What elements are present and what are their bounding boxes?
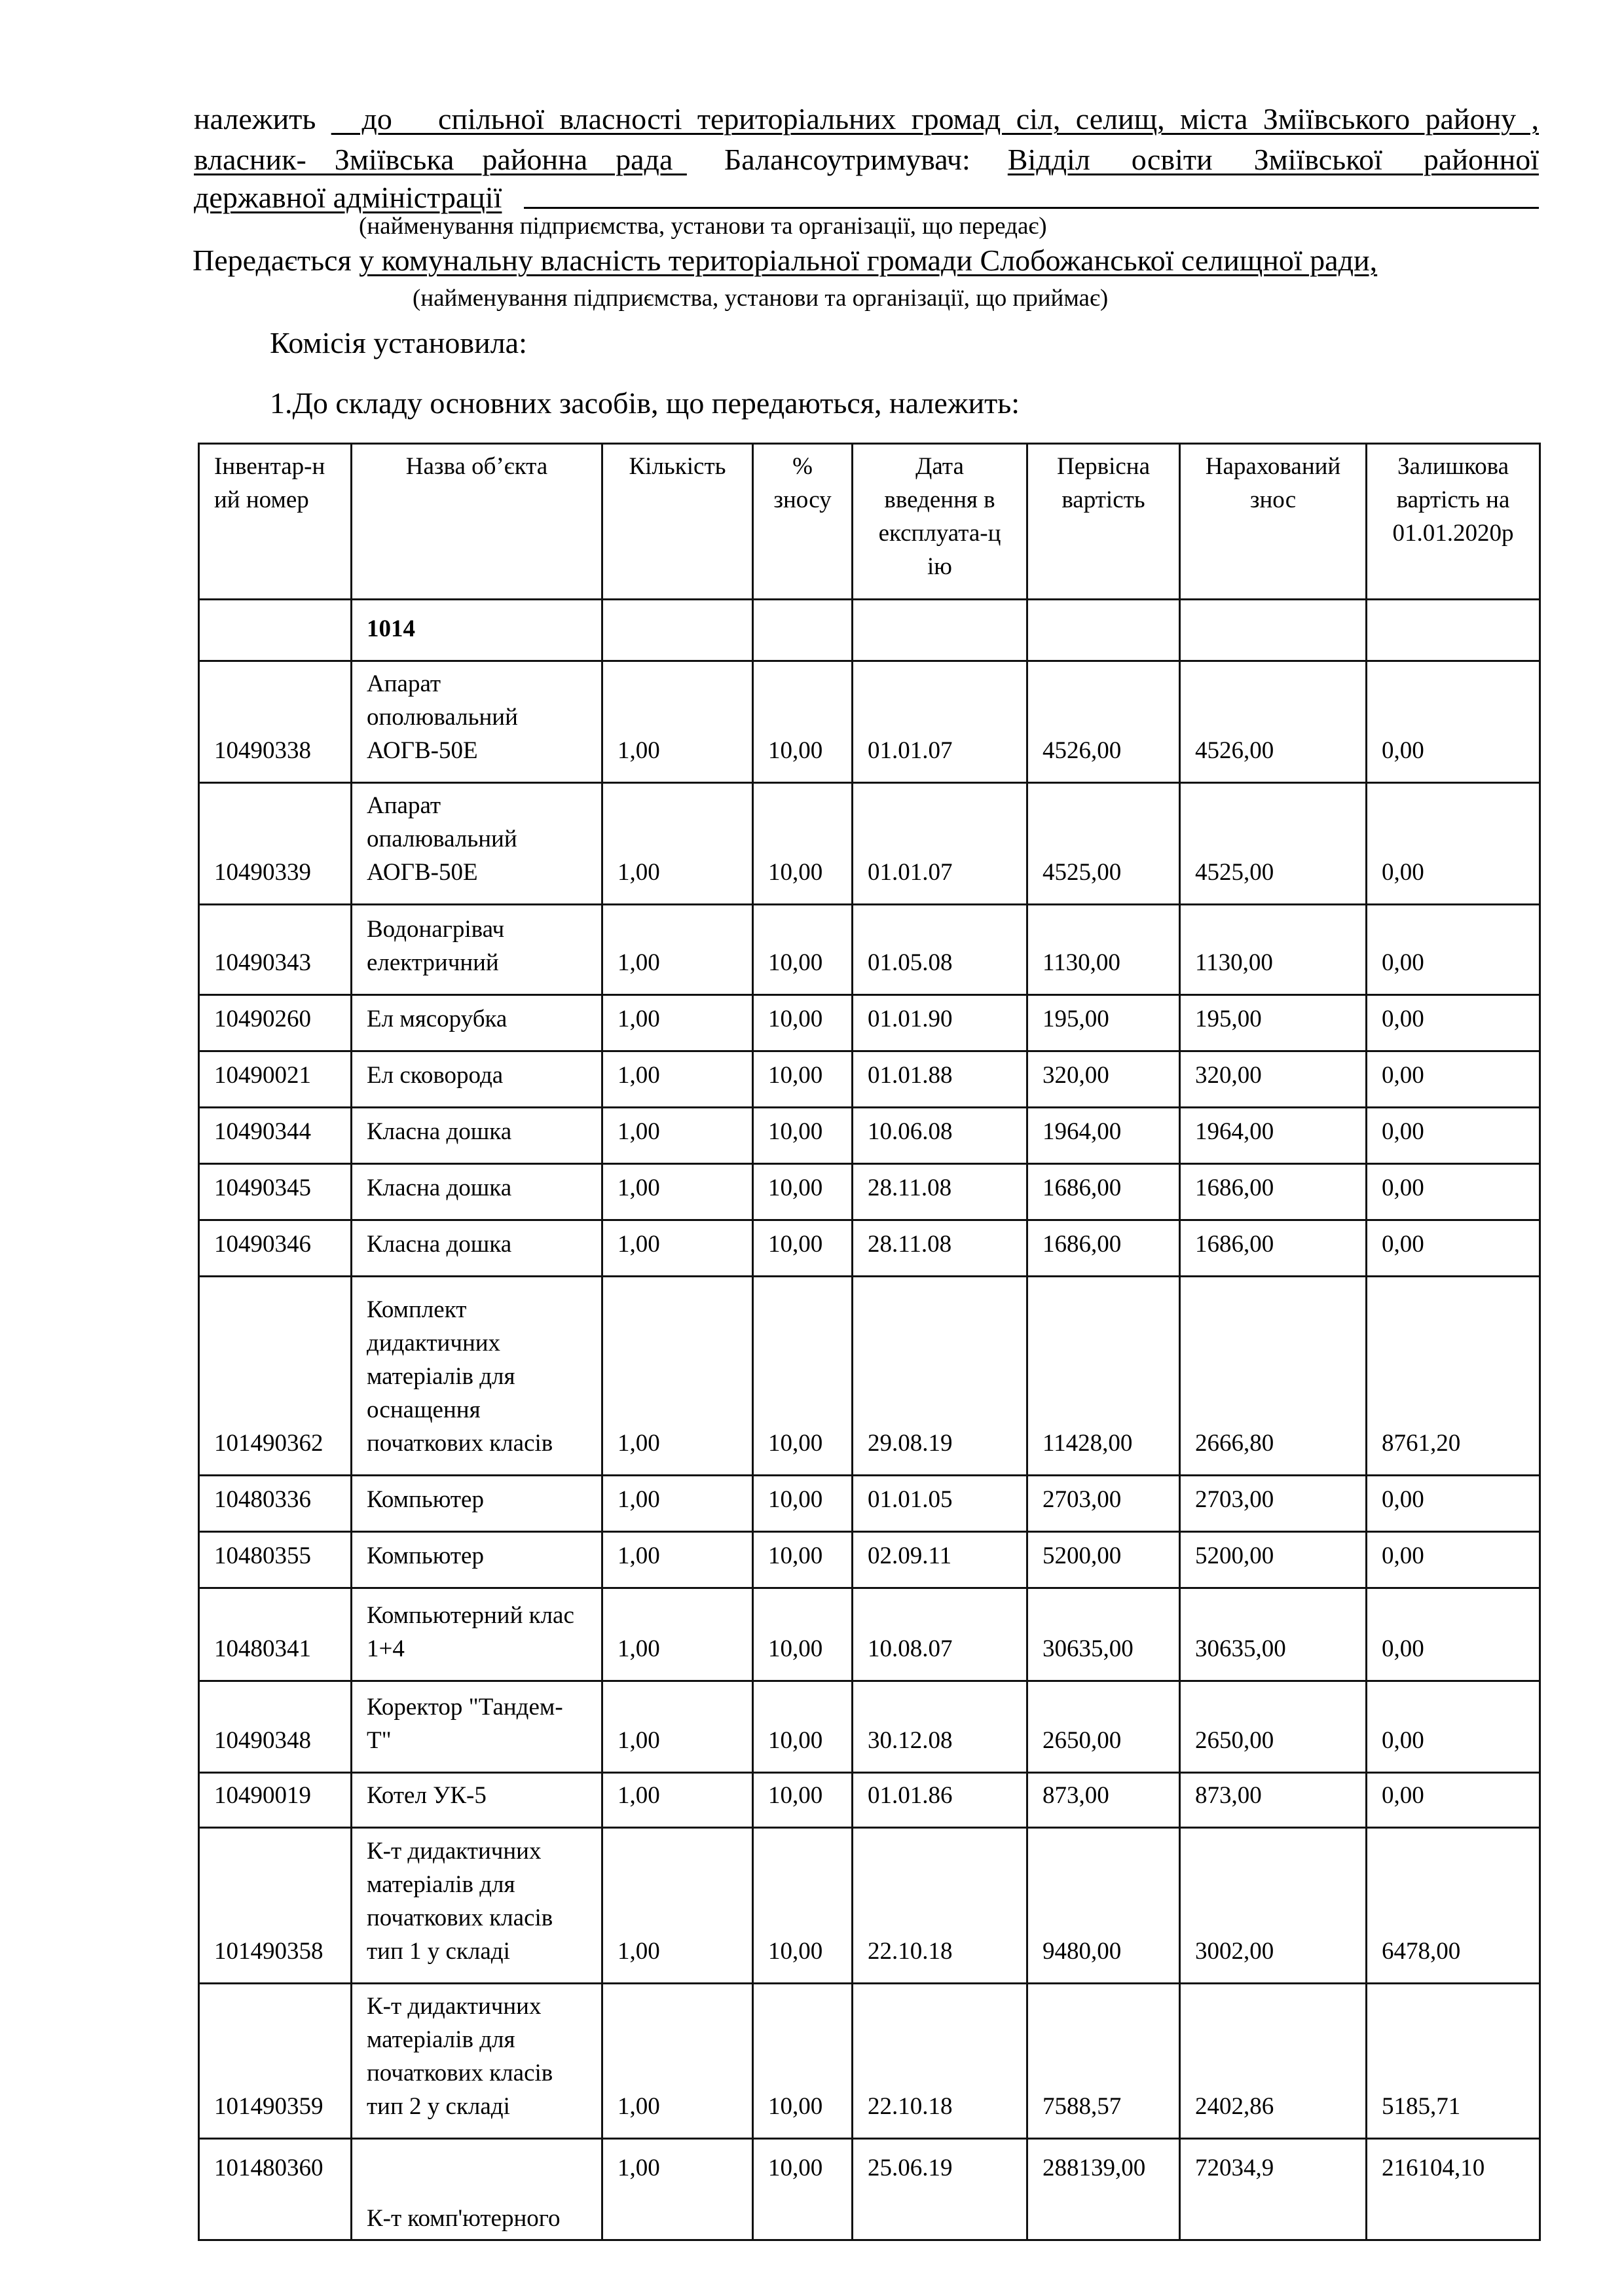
- table-row: [199, 1532, 1540, 1588]
- caption-receiving-org: (найменування підприємства, установи та організації, що приймає): [413, 285, 1109, 312]
- cell-quantity: 1,00: [602, 995, 753, 1051]
- cell-residual-value: 0,00: [1367, 995, 1540, 1051]
- cell-wear-percent: 10,00: [753, 1164, 853, 1220]
- cell-residual-value: 6478,00: [1367, 1828, 1540, 1984]
- cell-quantity: 1,00: [602, 1108, 753, 1164]
- cell-initial-value: 7588,57: [1027, 1984, 1180, 2139]
- cell-residual-value: 0,00: [1367, 783, 1540, 905]
- cell-quantity: 1,00: [602, 1277, 753, 1476]
- transfer-label: Передається: [193, 244, 360, 277]
- receiving-org: у комунальну власність територіальної громади Слобожанської селищної ради,: [359, 244, 1378, 277]
- cell-object-name: Апарат опалювальний АОГВ-50Е: [352, 783, 602, 905]
- table-row: [199, 1984, 1540, 2139]
- group-row: [199, 600, 1540, 661]
- caption-transferring-org: (найменування підприємства, установи та організації, що передає): [359, 213, 1047, 240]
- table-row: [199, 1164, 1540, 1220]
- cell-initial-value: 2650,00: [1027, 1681, 1180, 1773]
- cell-residual-value: 0,00: [1367, 1220, 1540, 1277]
- cell-accrued-wear: 1130,00: [1180, 905, 1367, 995]
- owner-name: власник- Зміївська районна рада: [194, 143, 687, 176]
- commission-statement: Комісія установила:: [270, 326, 527, 359]
- cell-commission-date: 28.11.08: [853, 1164, 1027, 1220]
- cell-quantity: 1,00: [602, 1220, 753, 1277]
- cell-initial-value: 288139,00: [1027, 2139, 1180, 2240]
- table-row: [199, 1277, 1540, 1476]
- group-empty-cell: [853, 600, 1027, 661]
- cell-object-name: Компьютер: [352, 1532, 602, 1588]
- table-row: [199, 1681, 1540, 1773]
- cell-object-name: Компьютер: [352, 1476, 602, 1532]
- cell-inventory-number: 101480360: [199, 2139, 352, 2240]
- cell-commission-date: 01.01.88: [853, 1051, 1027, 1108]
- cell-residual-value: 0,00: [1367, 1051, 1540, 1108]
- table-row: [199, 1773, 1540, 1828]
- balance-holder-name-cont: державної адміністрації: [194, 181, 502, 214]
- table-row: [199, 1051, 1540, 1108]
- cell-wear-percent: 10,00: [753, 661, 853, 783]
- cell-inventory-number: 10490345: [199, 1164, 352, 1220]
- fixed-assets-table: [198, 443, 1541, 2241]
- group-empty-cell: [1027, 600, 1180, 661]
- col-object-name: Назва об’єкта: [352, 444, 602, 600]
- cell-inventory-number: 10480336: [199, 1476, 352, 1532]
- cell-quantity: 1,00: [602, 1681, 753, 1773]
- cell-commission-date: 01.05.08: [853, 905, 1027, 995]
- cell-quantity: 1,00: [602, 783, 753, 905]
- table-header-row: [199, 444, 1540, 600]
- cell-commission-date: 01.01.90: [853, 995, 1027, 1051]
- cell-object-name: Котел УК-5: [352, 1773, 602, 1828]
- cell-quantity: 1,00: [602, 1588, 753, 1681]
- cell-commission-date: 10.08.07: [853, 1588, 1027, 1681]
- group-empty-cell: [1367, 600, 1540, 661]
- cell-initial-value: 30635,00: [1027, 1588, 1180, 1681]
- cell-wear-percent: 10,00: [753, 1476, 853, 1532]
- cell-quantity: 1,00: [602, 1532, 753, 1588]
- cell-residual-value: 0,00: [1367, 905, 1540, 995]
- cell-residual-value: 0,00: [1367, 661, 1540, 783]
- cell-residual-value: 5185,71: [1367, 1984, 1540, 2139]
- cell-inventory-number: 10490339: [199, 783, 352, 905]
- group-empty-cell: [1180, 600, 1367, 661]
- balance-holder-label: Балансоутримувач:: [709, 143, 986, 176]
- cell-wear-percent: 10,00: [753, 1051, 853, 1108]
- cell-residual-value: 0,00: [1367, 1532, 1540, 1588]
- cell-inventory-number: 101490358: [199, 1828, 352, 1984]
- col-inventory-number: Інвентар-н ий номер: [199, 444, 352, 600]
- cell-quantity: 1,00: [602, 1051, 753, 1108]
- cell-commission-date: 02.09.11: [853, 1532, 1027, 1588]
- col-initial-value: [1027, 444, 1180, 600]
- cell-wear-percent: 10,00: [753, 1277, 853, 1476]
- cell-object-name: К-т дидактичних матеріалів для початкових класів тип 2 у складі: [352, 1984, 602, 2139]
- cell-accrued-wear: 1964,00: [1180, 1108, 1367, 1164]
- cell-commission-date: 10.06.08: [853, 1108, 1027, 1164]
- cell-accrued-wear: 2402,86: [1180, 1984, 1367, 2139]
- cell-residual-value: 0,00: [1367, 1681, 1540, 1773]
- cell-commission-date: 01.01.07: [853, 661, 1027, 783]
- cell-commission-date: 25.06.19: [853, 2139, 1027, 2240]
- table-row: [199, 1588, 1540, 1681]
- cell-accrued-wear: 320,00: [1180, 1051, 1367, 1108]
- cell-residual-value: 0,00: [1367, 1108, 1540, 1164]
- col-commission-date: Дата введення в експлуата-ц ію: [853, 444, 1027, 600]
- group-empty-cell: [602, 600, 753, 661]
- cell-accrued-wear: 873,00: [1180, 1773, 1367, 1828]
- col-residual-value: Залишкова вартість на 01.01.2020р: [1367, 444, 1540, 600]
- cell-initial-value: 1964,00: [1027, 1108, 1180, 1164]
- cell-wear-percent: 10,00: [753, 2139, 853, 2240]
- col-wear-percent: % зносу: [753, 444, 853, 600]
- cell-commission-date: 28.11.08: [853, 1220, 1027, 1277]
- cell-quantity: 1,00: [602, 1984, 753, 2139]
- cell-accrued-wear: 3002,00: [1180, 1828, 1367, 1984]
- table-row: [199, 905, 1540, 995]
- cell-initial-value: 1130,00: [1027, 905, 1180, 995]
- col-quantity: Кількість: [602, 444, 753, 600]
- table-row: [199, 1220, 1540, 1277]
- owner-line-2: [194, 140, 1539, 179]
- cell-accrued-wear: 4525,00: [1180, 783, 1367, 905]
- cell-inventory-number: 10490348: [199, 1681, 352, 1773]
- cell-object-name: Компьютерний клас 1+4: [352, 1588, 602, 1681]
- cell-object-name: К-т комп'ютерного: [352, 2139, 602, 2240]
- cell-inventory-number: 101490359: [199, 1984, 352, 2139]
- cell-inventory-number: 10490019: [199, 1773, 352, 1828]
- transfer-line: [193, 241, 1377, 280]
- section-title: 1.До складу основних засобів, що передаються, належить:: [270, 386, 1020, 420]
- table-row: [199, 1476, 1540, 1532]
- cell-quantity: 1,00: [602, 1773, 753, 1828]
- group-empty-cell: [199, 600, 352, 661]
- cell-inventory-number: 10490021: [199, 1051, 352, 1108]
- cell-object-name: Класна дошка: [352, 1164, 602, 1220]
- cell-wear-percent: 10,00: [753, 1773, 853, 1828]
- group-label: 1014: [352, 600, 602, 661]
- cell-initial-value: 4526,00: [1027, 661, 1180, 783]
- cell-accrued-wear: 2650,00: [1180, 1681, 1367, 1773]
- cell-quantity: 1,00: [602, 1164, 753, 1220]
- cell-initial-value: 2703,00: [1027, 1476, 1180, 1532]
- cell-wear-percent: 10,00: [753, 1588, 853, 1681]
- cell-quantity: 1,00: [602, 661, 753, 783]
- cell-wear-percent: 10,00: [753, 1984, 853, 2139]
- cell-initial-value: 1686,00: [1027, 1164, 1180, 1220]
- cell-object-name: Ел мясорубка: [352, 995, 602, 1051]
- cell-inventory-number: 101490362: [199, 1277, 352, 1476]
- cell-commission-date: 01.01.86: [853, 1773, 1027, 1828]
- cell-residual-value: 0,00: [1367, 1476, 1540, 1532]
- table-row: [199, 1108, 1540, 1164]
- belongs-label: належить: [194, 102, 316, 136]
- cell-initial-value: 320,00: [1027, 1051, 1180, 1108]
- cell-accrued-wear: 30635,00: [1180, 1588, 1367, 1681]
- cell-inventory-number: 10480355: [199, 1532, 352, 1588]
- cell-quantity: 1,00: [602, 1828, 753, 1984]
- cell-quantity: 1,00: [602, 2139, 753, 2240]
- cell-commission-date: 22.10.18: [853, 1984, 1027, 2139]
- cell-wear-percent: 10,00: [753, 1108, 853, 1164]
- cell-wear-percent: 10,00: [753, 783, 853, 905]
- cell-object-name: К-т дидактичних матеріалів для початкових класів тип 1 у складі: [352, 1828, 602, 1984]
- cell-inventory-number: 10490260: [199, 995, 352, 1051]
- table-row: [199, 995, 1540, 1051]
- cell-commission-date: 22.10.18: [853, 1828, 1027, 1984]
- cell-initial-value: 5200,00: [1027, 1532, 1180, 1588]
- balance-holder-name: Відділ освіти Зміївської районної: [1007, 143, 1539, 176]
- cell-residual-value: 0,00: [1367, 1773, 1540, 1828]
- cell-accrued-wear: 4526,00: [1180, 661, 1367, 783]
- cell-initial-value: 11428,00: [1027, 1277, 1180, 1476]
- cell-residual-value: 216104,10: [1367, 2139, 1540, 2240]
- cell-wear-percent: 10,00: [753, 1532, 853, 1588]
- fill-line: [524, 207, 1539, 209]
- cell-wear-percent: 10,00: [753, 1681, 853, 1773]
- cell-accrued-wear: 72034,9: [1180, 2139, 1367, 2240]
- ownership-type: до спільної власності територіальних громад сіл, селищ, міста Зміївського району ,: [331, 102, 1539, 136]
- cell-initial-value: 9480,00: [1027, 1828, 1180, 1984]
- col-accrued-wear: Нарахований знос: [1180, 444, 1367, 600]
- cell-initial-value: 873,00: [1027, 1773, 1180, 1828]
- cell-object-name: Ел сковорода: [352, 1051, 602, 1108]
- cell-residual-value: 0,00: [1367, 1588, 1540, 1681]
- group-empty-cell: [753, 600, 853, 661]
- table-row: [199, 2139, 1540, 2240]
- cell-object-name: Коректор "Тандем-Т": [352, 1681, 602, 1773]
- cell-wear-percent: 10,00: [753, 995, 853, 1051]
- cell-initial-value: 195,00: [1027, 995, 1180, 1051]
- cell-residual-value: 8761,20: [1367, 1277, 1540, 1476]
- cell-inventory-number: 10490343: [199, 905, 352, 995]
- table-row: [199, 1828, 1540, 1984]
- cell-inventory-number: 10490344: [199, 1108, 352, 1164]
- cell-initial-value: 4525,00: [1027, 783, 1180, 905]
- cell-object-name: Водонагрівач електричний: [352, 905, 602, 995]
- cell-commission-date: 01.01.05: [853, 1476, 1027, 1532]
- cell-accrued-wear: 5200,00: [1180, 1532, 1367, 1588]
- cell-quantity: 1,00: [602, 905, 753, 995]
- cell-wear-percent: 10,00: [753, 1828, 853, 1984]
- cell-object-name: Класна дошка: [352, 1220, 602, 1277]
- cell-quantity: 1,00: [602, 1476, 753, 1532]
- cell-object-name: Класна дошка: [352, 1108, 602, 1164]
- cell-inventory-number: 10490346: [199, 1220, 352, 1277]
- cell-wear-percent: 10,00: [753, 905, 853, 995]
- cell-object-name: Апарат ополювальний АОГВ-50Е: [352, 661, 602, 783]
- table-row: [199, 783, 1540, 905]
- owner-line-1: [194, 100, 1539, 139]
- cell-wear-percent: 10,00: [753, 1220, 853, 1277]
- cell-accrued-wear: 2666,80: [1180, 1277, 1367, 1476]
- cell-accrued-wear: 1686,00: [1180, 1220, 1367, 1277]
- cell-object-name: Комплект дидактичних матеріалів для оснащення початкових класів: [352, 1277, 602, 1476]
- cell-initial-value: 1686,00: [1027, 1220, 1180, 1277]
- cell-commission-date: 30.12.08: [853, 1681, 1027, 1773]
- cell-residual-value: 0,00: [1367, 1164, 1540, 1220]
- cell-accrued-wear: 1686,00: [1180, 1164, 1367, 1220]
- table-row: [199, 661, 1540, 783]
- col-initial-value-label: Первісна вартість: [1056, 453, 1151, 513]
- cell-inventory-number: 10480341: [199, 1588, 352, 1681]
- cell-commission-date: 29.08.19: [853, 1277, 1027, 1476]
- cell-commission-date: 01.01.07: [853, 783, 1027, 905]
- cell-accrued-wear: 195,00: [1180, 995, 1367, 1051]
- cell-accrued-wear: 2703,00: [1180, 1476, 1367, 1532]
- cell-inventory-number: 10490338: [199, 661, 352, 783]
